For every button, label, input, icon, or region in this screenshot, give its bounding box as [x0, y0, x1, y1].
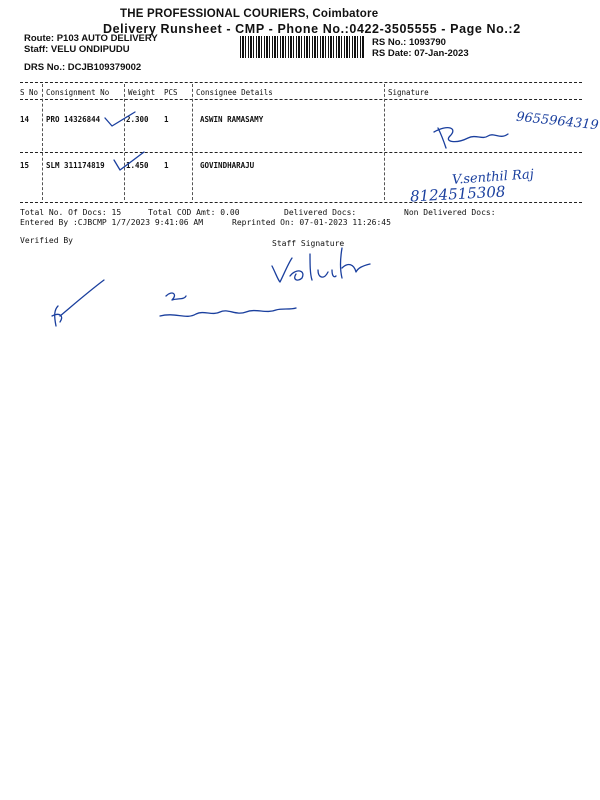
column-rule: [384, 84, 385, 200]
verified-by-label: Verified By: [20, 236, 73, 245]
handwritten-phone: 8124515308: [409, 182, 506, 206]
col-header-consignment: Consignment No: [46, 88, 110, 97]
route-label: Route: P103 AUTO DELIVERY: [24, 33, 158, 44]
column-rule: [192, 84, 193, 200]
row-consignee: ASWIN RAMASAMY: [200, 115, 264, 124]
col-header-sno: S No: [20, 88, 39, 97]
staff-label: Staff: VELU ONDIPUDU: [24, 44, 130, 55]
row-consignment: PRO 14326844: [46, 115, 101, 124]
runsheet-subtitle: Delivery Runsheet - CMP - Phone No.:0422-3505555 - Page No.:2: [103, 22, 521, 36]
tick-mark: [103, 110, 139, 130]
table-header-rule: [20, 99, 582, 100]
staff-signature-label: Staff Signature: [272, 239, 345, 248]
row-pcs: 1: [164, 161, 169, 170]
column-rule: [42, 84, 43, 200]
non-delivered-docs: Non Delivered Docs:: [404, 208, 496, 217]
handwritten-initials-signature: [156, 286, 306, 326]
handwritten-phone: 9655964319: [515, 109, 600, 134]
total-cod: Total COD Amt: 0.00: [148, 208, 240, 217]
total-docs: Total No. Of Docs: 15: [20, 208, 122, 217]
drs-label: DRS No.: DCJB109379002: [24, 62, 142, 73]
row-consignment: SLM 311174819: [46, 161, 105, 170]
row-weight: 1.450: [126, 161, 149, 170]
row-sno: 14: [20, 115, 30, 124]
row-consignee: GOVINDHARAJU: [200, 161, 255, 170]
company-title: THE PROFESSIONAL COURIERS, Coimbatore: [120, 8, 379, 20]
rs-no-label: RS No.: 1093790: [372, 37, 446, 48]
verifier-signature: [48, 276, 108, 332]
reprinted-on: Reprinted On: 07-01-2023 11:26:45: [232, 218, 391, 227]
delivered-docs: Delivered Docs:: [284, 208, 357, 217]
runsheet-left-header: [24, 33, 158, 73]
row-pcs: 1: [164, 115, 169, 124]
table-top-rule: [20, 82, 582, 83]
row-weight: 2.300: [126, 115, 149, 124]
consignee-signature: [428, 118, 518, 154]
col-header-pcs: PCS: [164, 88, 178, 97]
column-rule: [124, 84, 125, 200]
staff-signature: [266, 240, 386, 288]
col-header-weight: Weight: [128, 88, 156, 97]
tick-mark: [112, 150, 148, 174]
table-bottom-rule: [20, 202, 582, 203]
handwritten-name: V.senthil Raj: [451, 167, 535, 188]
rs-date-label: RS Date: 07-Jan-2023: [372, 48, 469, 59]
col-header-signature: Signature: [388, 88, 429, 97]
entered-by: Entered By :CJBCMP 1/7/2023 9:41:06 AM: [20, 218, 204, 227]
runsheet-right-header: [372, 37, 469, 59]
row-sno: 15: [20, 161, 30, 170]
col-header-consignee: Consignee Details: [196, 88, 273, 97]
barcode: [240, 36, 365, 58]
